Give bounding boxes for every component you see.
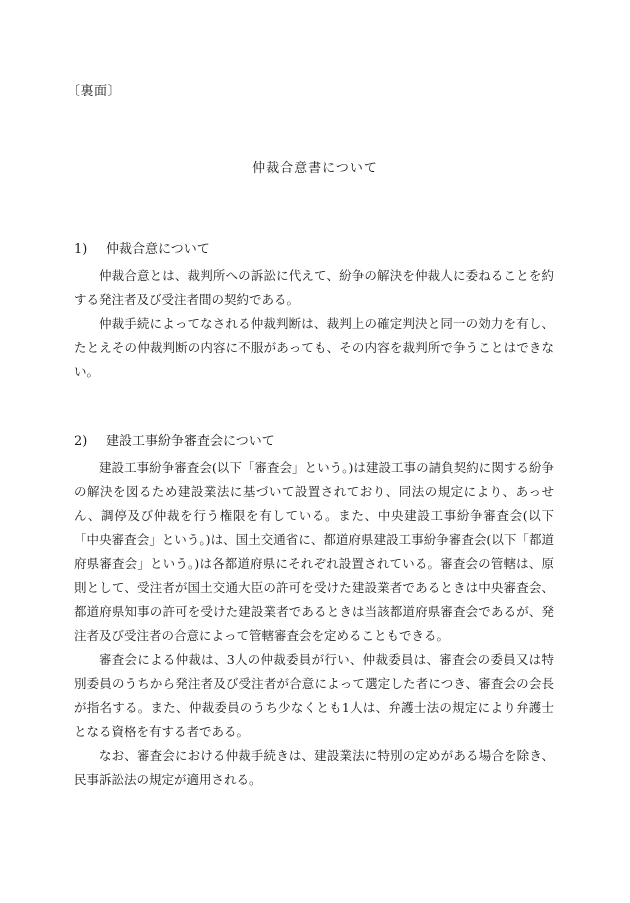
section-number: 1) — [74, 242, 88, 257]
reverse-side-label: 〔裏面〕 — [67, 84, 122, 99]
section-heading — [74, 240, 554, 260]
document-title: 仲裁合意書について — [252, 161, 378, 176]
paragraph: 仲裁合意とは、裁判所への訴訟に代えて、紛争の解決を仲裁人に委ねることを約する発注者及び受注者間の契約である。 — [74, 268, 554, 307]
paragraph: なお、審査会における仲裁手続きは、建設業法に特別の定めがある場合を除き、民事訴訟法の規定が適用される。 — [74, 748, 554, 787]
section-dispute-committee — [74, 432, 554, 792]
section-number: 2) — [74, 434, 88, 449]
section-heading-text: 仲裁合意について — [106, 242, 210, 257]
section-heading — [74, 432, 554, 452]
paragraph: 建設工事紛争審査会(以下「審査会」という。)は建設工事の請負契約に関する紛争の解決を図るため建設業法に基づいて設置されており、同法の規定により、あっせん、調停及び仲裁を行う権限を有している。また、中央建設工事紛争審査会(以下「中央審査会」という。)は、国土交通省に、都道府県建設工事紛争審査会(以下「都道府県審査会」という。)は各都道府県にそれぞれ設置されている。審査会の管轄は、原則として、受注者が国土交通大臣の許可を受けた建設業者であるときは中央審査会、都道府県知事の許可を受けた建設業者であるときは当該都道府県審査会であるが、発注者及び受注者の合意によって管轄審査会を定めることもできる。 — [74, 460, 554, 643]
paragraph: 仲裁手続によってなされる仲裁判断は、裁判上の確定判決と同一の効力を有し、たとえその仲裁判断の内容に不服があっても、その内容を裁判所で争うことはできない。 — [74, 316, 554, 379]
section-heading-text: 建設工事紛争審査会について — [106, 434, 275, 449]
section-arbitration-agreement — [74, 240, 554, 384]
paragraph: 審査会による仲裁は、3人の仲裁委員が行い、仲裁委員は、審査会の委員又は特別委員のうちから発注者及び受注者が合意によって選定した者につき、審査会の会長が指名する。また、仲裁委員のうち少なくとも1人は、弁護士法の規定により弁護士となる資格を有する者である。 — [74, 652, 554, 739]
